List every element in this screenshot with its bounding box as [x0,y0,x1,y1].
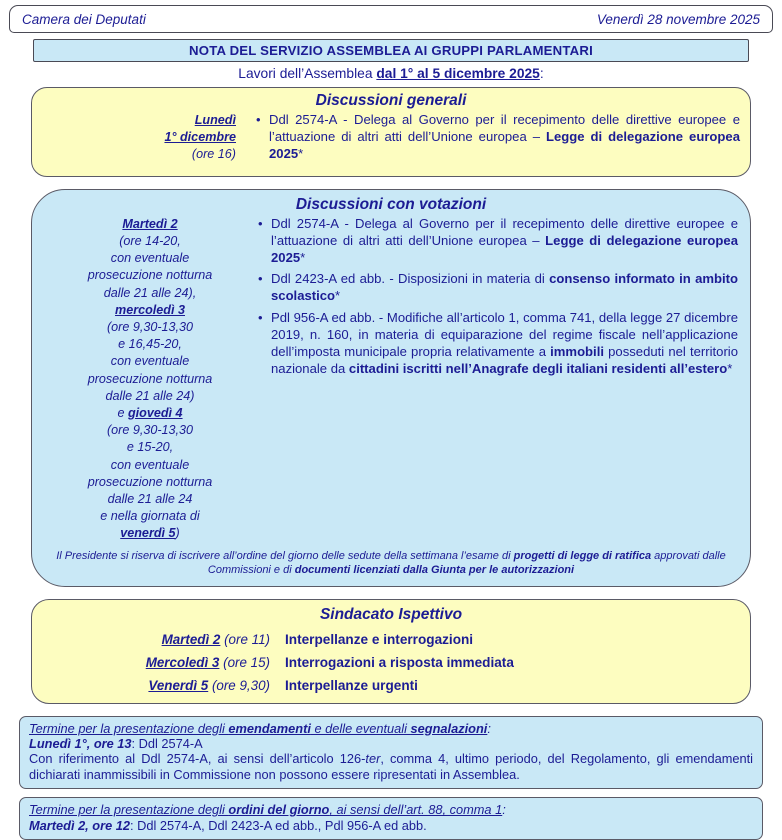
text-line [44,319,256,336]
text-run: Ddl 2574-A - Delega al Governo per il recepimento delle direttive europee e l’attuazione di altri atti dell’Unione europea – [271,215,738,248]
sindacato-what: Interpellanze e interrogazioni [285,631,474,647]
text-line [42,129,236,146]
text-run: (ore 9,30) [208,677,270,693]
items-discussioni-generali [254,112,740,168]
text-run: e delle eventuali [310,720,411,736]
sindacato-when [42,655,270,670]
text-run: segnalazioni [410,720,488,736]
text-run: approvati dalle Commissioni e di [207,549,726,577]
text-run: e 15-20, [126,440,174,455]
document-date: Venerdì 28 novembre 2025 [596,11,760,27]
text-run: Termine per la presentazione degli [29,802,229,818]
items-discussioni-votazioni [256,216,738,543]
text-run: Legge di delegazione europea 2025 [269,128,740,161]
text-run: Il Presidente si riserva di iscrivere all’ordine del giorno delle sedute della settimana l’esame di [56,549,514,562]
text-run: 1° dicembre [164,130,236,144]
text-run: emendamenti [228,720,311,736]
agenda-item-text [271,216,738,267]
subtitle-text [238,66,543,81]
text-run: (ore 11) [220,631,270,647]
subtitle [9,65,773,83]
text-run: (ore 16) [191,147,236,161]
text-line [44,508,256,525]
agenda-item-text [269,112,740,163]
text-run: prosecuzione notturna [87,371,213,386]
note-title: NOTA DEL SERVIZIO ASSEMBLEA AI GRUPPI PARLAMENTARI [189,43,593,58]
text-run: e nella giornata di [100,509,200,524]
text-run: con eventuale [110,251,190,266]
text-run: Lunedì [194,113,236,127]
schedule-discussioni-generali [42,112,254,168]
text-line [29,802,753,817]
text-run: : [539,66,544,81]
text-run: * [335,288,341,304]
text-run: ordini del giorno [228,802,330,818]
sindacato-what: Interrogazioni a risposta immediata [285,654,514,670]
text-line [44,371,256,388]
sindacato-row [42,632,740,647]
text-run: : [487,720,491,736]
text-run: prosecuzione notturna [87,268,213,283]
text-run: Pdl 956-A ed abb. - Modifiche all’articolo 1, comma 741, della legge 27 dicembre 2019, n. 160, in materia di equiparazione del regime fiscale nell’applicazione dell’imposta municipale propria relativamente a [271,310,738,360]
text-line [42,112,236,129]
header-band [9,5,773,33]
text-line [44,353,256,370]
text-line [44,405,256,422]
text-run: * [300,249,306,265]
section-discussioni-generali [31,87,751,177]
text-run: documenti licenziati dalla Giunta per le autorizzazioni [294,564,575,577]
text-line [44,474,256,491]
text-line [44,422,256,439]
section-title-sindacato-ispettivo: Sindacato Ispettivo [319,605,463,623]
note-title-banner [33,39,749,62]
section-sindacato-ispettivo [31,599,751,704]
bullet-icon: • [258,215,263,231]
text-run: Lunedì 1°, ore 13 [29,735,132,751]
section-title-discussioni-generali: Discussioni generali [315,92,467,109]
text-run: dalle 21 alle 24 [107,491,193,506]
text-run: Ddl 2423-A ed abb. - Disposizioni in materia di [271,271,550,287]
text-run: consenso informato in ambito scolastico [271,271,738,304]
text-line [44,439,256,456]
text-line [44,336,256,353]
sindacato-row [42,678,740,693]
text-run: Legge di delegazione europea 2025 [271,232,738,265]
text-line [44,491,256,508]
text-run: dalle 21 alle 24), [103,285,197,300]
text-line [44,285,256,302]
bullet-icon: • [258,271,263,287]
schedule-discussioni-votazioni [44,216,256,543]
text-line [29,721,753,736]
text-run: : Ddl 2574-A, Ddl 2423-A ed abb., Pdl 956-A ed abb. [130,817,427,833]
institution-name: Camera dei Deputati [22,11,146,27]
text-run: ter [365,751,381,767]
text-run: (ore 15) [219,654,270,670]
text-run: posseduti nel territorio nazionale da [271,344,738,376]
section-termine-emendamenti [19,716,763,790]
text-run: Mercoledì 3 [145,654,220,670]
text-line [44,457,256,474]
text-run: e 16,45-20, [118,337,182,352]
sindacato-row [42,655,740,670]
text-run: prosecuzione notturna [87,474,213,489]
text-line [29,736,753,751]
sindacato-when [42,632,270,647]
text-run: * [298,145,304,161]
text-run: (ore 9,30-13,30 [106,319,194,334]
text-run: e [117,405,128,420]
text-run: dalle 21 alle 24) [105,388,195,403]
text-line [44,267,256,284]
text-line [29,818,753,833]
text-run: * [727,360,733,376]
text-run: Con riferimento al Ddl 2574-A, ai sensi dell’articolo 126- [29,751,366,767]
text-line [29,751,753,782]
agenda-item [258,310,738,378]
sindacato-when [42,678,270,693]
text-run: (ore 9,30-13,30 [106,423,194,438]
bullet-icon: • [258,310,263,326]
text-line [44,233,256,250]
text-run: : Ddl 2574-A [131,735,203,751]
text-line [44,302,256,319]
section-termine-ordini-del-giorno [19,797,763,840]
text-run: , ai sensi dell’art. 88, comma 1 [329,802,503,818]
agenda-item-text [271,310,738,378]
text-run: progetti di legge di ratifica [513,549,652,562]
text-run: giovedì 4 [127,405,183,420]
text-run: , comma 4, ultimo periodo, del Regolamento, gli emendamenti dichiarati inammissibili in Commissione non possono essere ripresentati in Assemblea. [29,751,753,782]
text-line [44,250,256,267]
text-run: Venerdì 5 [148,677,209,693]
agenda-item-text [271,271,738,305]
text-run: : [502,802,506,818]
agenda-item [258,271,738,305]
president-reservation-note [44,549,738,578]
text-run: Lavori dell’Assemblea [238,66,377,81]
section-discussioni-votazioni [31,189,751,587]
agenda-item [256,112,740,163]
text-run: mercoledì 3 [115,302,185,317]
text-run: Ddl 2574-A - Delega al Governo per il recepimento delle direttive europee e l’attuazione di altri atti dell’Unione europea – [269,112,740,144]
bullet-icon: • [256,112,261,127]
text-run: Martedì 2 [122,216,178,231]
text-run: con eventuale [110,354,190,369]
section-title-discussioni-votazioni: Discussioni con votazioni [295,195,487,213]
text-line [44,216,256,233]
text-run: (ore 14-20, [119,233,181,248]
text-run: dal 1° al 5 dicembre 2025 [376,66,540,81]
text-run: cittadini iscritti nell’Anagrafe degli italiani residenti all’estero [348,360,728,376]
text-run: con eventuale [110,457,190,472]
text-run: Martedì 2 [161,631,221,647]
text-run: venerdì 5 [120,526,176,541]
text-line [42,146,236,163]
text-line [44,388,256,405]
text-run: Martedì 2, ore 12 [29,817,130,833]
text-run: ) [175,526,180,541]
text-run: immobili [550,344,604,360]
agenda-item [258,216,738,267]
sindacato-what: Interpellanze urgenti [285,677,418,693]
text-line [44,525,256,542]
text-run: Termine per la presentazione degli [29,720,229,736]
